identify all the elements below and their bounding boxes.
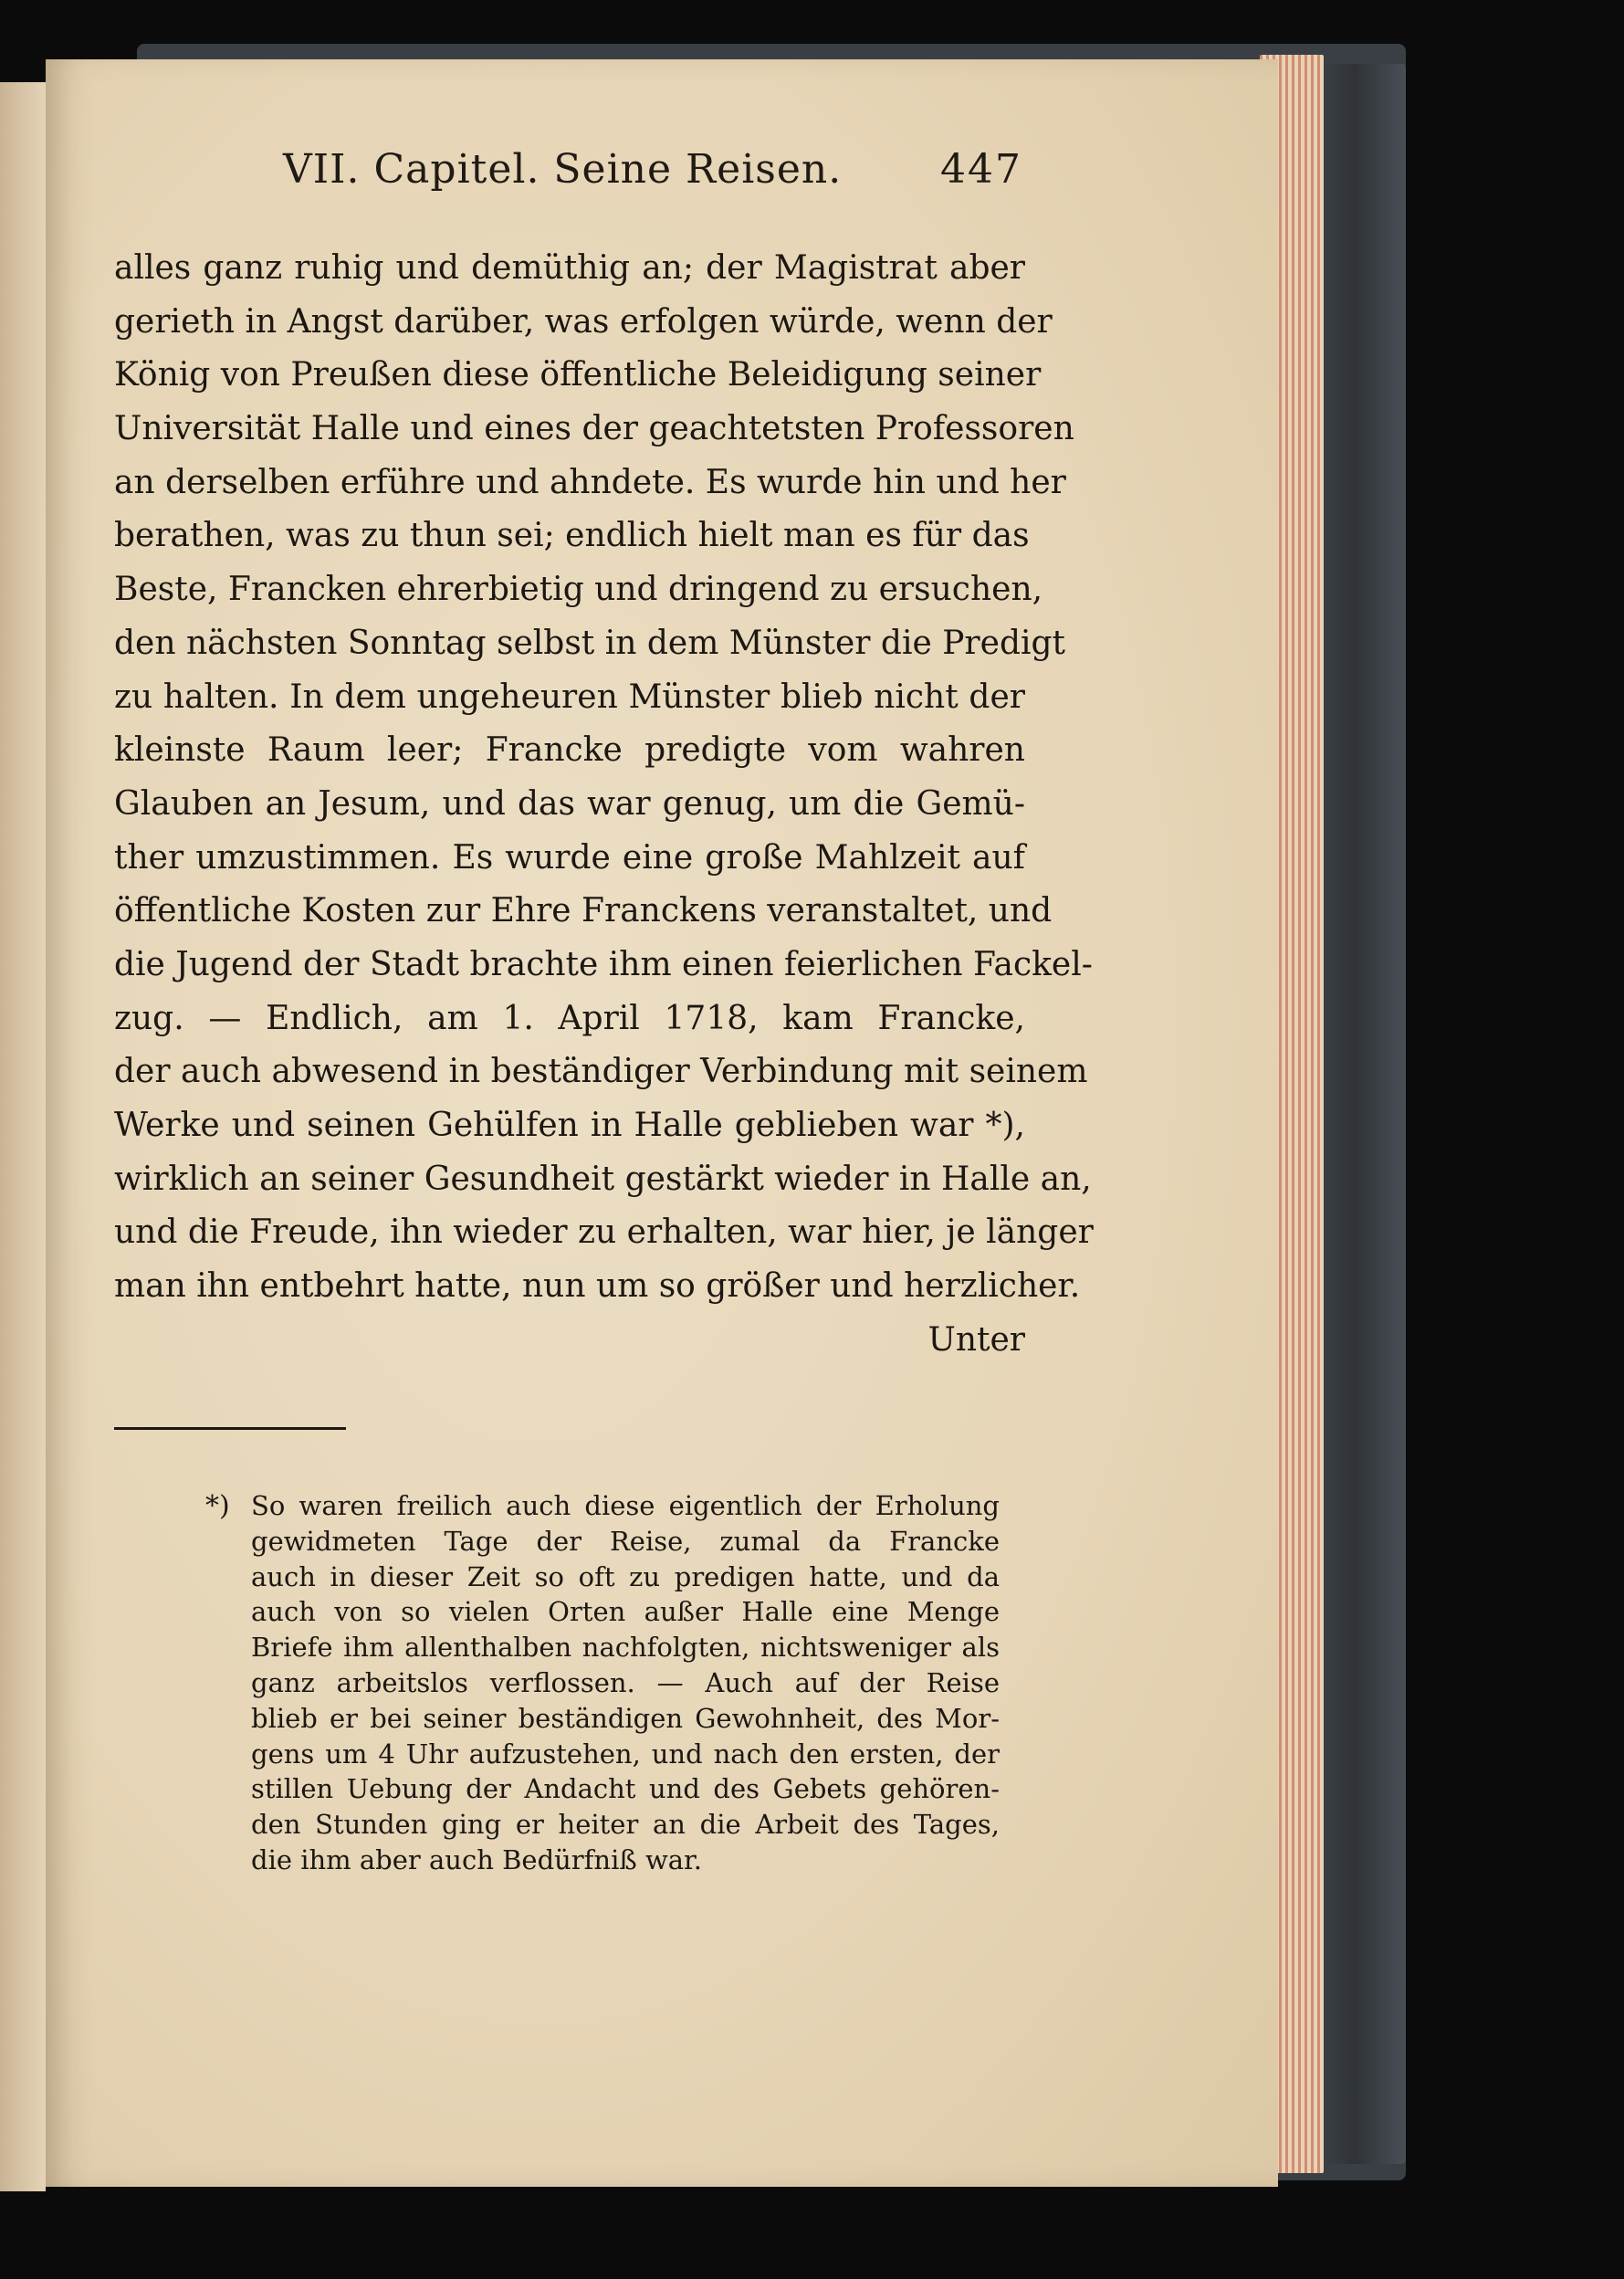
footnote-line: Briefe ihm allenthalben nachfolgten, nichtsweniger als — [251, 1632, 1000, 1664]
footnote-marker: *) — [205, 1490, 230, 1522]
text-line: König von Preußen diese öffentliche Beleidigung seiner — [114, 356, 1042, 394]
text-line: man ihn entbehrt hatte, nun um so größer und herzlicher. — [114, 1267, 1081, 1306]
text-line: die Jugend der Stadt brachte ihm einen feierlichen Fackel- — [114, 945, 1093, 983]
text-line: an derselben erführe und ahndete. Es wurde hin und her — [114, 463, 1066, 501]
footnote-line: gewidmeten Tage der Reise, zumal da Francke — [251, 1525, 1000, 1557]
text-line: den nächsten Sonntag selbst in dem Münster die Predigt — [114, 624, 1066, 662]
footnote-line: gens um 4 Uhr aufzustehen, und nach den ersten, der — [251, 1738, 1000, 1770]
left-page-edge — [0, 82, 46, 2191]
footnote — [251, 1488, 1000, 1878]
footnote-line: auch in dieser Zeit so oft zu predigen hatte, und da — [251, 1560, 1000, 1592]
chapter-title: VII. Capitel. Seine Reisen. — [283, 146, 843, 193]
footnote-line: den Stunden ging er heiter an die Arbeit des Tages, — [251, 1809, 1000, 1841]
footnote-line: stillen Uebung der Andacht und des Gebets gehören- — [251, 1773, 1000, 1805]
text-line: berathen, was zu thun sei; endlich hielt man es für das — [114, 517, 1030, 555]
text-line: alles ganz ruhig und demüthig an; der Magistrat aber — [114, 249, 1025, 287]
footnote-line: die ihm aber auch Bedürfniß war. — [251, 1843, 702, 1875]
text-line: Glauben an Jesum, und das war genug, um die Gemü- — [114, 784, 1025, 823]
text-line: zug. — Endlich, am 1. April 1718, kam Francke, — [114, 999, 1025, 1037]
catchword: Unter — [927, 1320, 1025, 1359]
text-line: Werke und seinen Gehülfen in Halle geblieben war *), — [114, 1107, 1025, 1144]
text-line: Beste, Francken ehrerbietig und dringend zu ersuchen, — [114, 571, 1043, 609]
text-line: wirklich an seiner Gesundheit gestärkt wieder in Halle an, — [114, 1160, 1092, 1198]
text-line: der auch abwesend in beständiger Verbindung mit seinem — [114, 1053, 1088, 1091]
text-line: Universität Halle und eines der geachtetsten Professoren — [114, 410, 1074, 448]
running-header — [283, 146, 1022, 219]
text-line: kleinste Raum leer; Francke predigte vom wahren — [114, 731, 1025, 770]
footnote-line: ganz arbeitslos verflossen. — Auch auf der Reise — [251, 1666, 1000, 1698]
text-line: zu halten. In dem ungeheuren Münster blieb nicht der — [114, 677, 1025, 716]
footnote-line: blieb er bei seiner beständigen Gewohnheit, des Mor- — [251, 1702, 1000, 1734]
text-line: gerieth in Angst darüber, was erfolgen würde, wenn der — [114, 302, 1053, 341]
text-line: und die Freude, ihn wieder zu erhalten, war hier, je länger — [114, 1213, 1094, 1252]
text-line: öffentliche Kosten zur Ehre Franckens veranstaltet, und — [114, 892, 1053, 930]
page-number: 447 — [940, 146, 1022, 193]
text-line: ther umzustimmen. Es wurde eine große Mahlzeit auf — [114, 838, 1025, 877]
footnote-line: auch von so vielen Orten außer Halle eine Menge — [251, 1596, 1000, 1628]
body-text — [114, 242, 1094, 1367]
footnote-line: So waren freilich auch diese eigentlich der Erholung — [251, 1490, 1000, 1521]
footnote-rule — [114, 1427, 346, 1430]
